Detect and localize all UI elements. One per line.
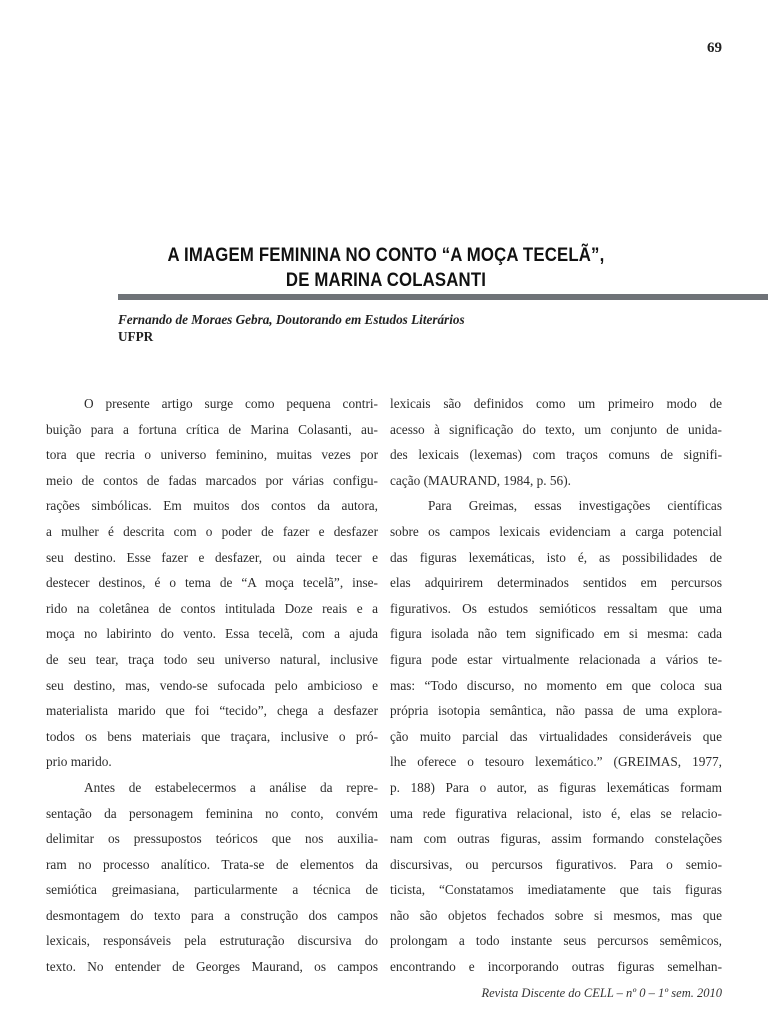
article-title	[156, 243, 617, 293]
text-line: lexicais são definidos como um primeiro modo de	[390, 396, 722, 411]
text-line: própria isotopia semântica, não passa de uma explora-	[390, 703, 722, 719]
text-line: tora que recria o universo feminino, muitas vezes por	[46, 447, 378, 463]
text-line: lexicais, responsáveis pela estruturação discursiva do	[46, 933, 378, 949]
text-line: meio de contos de fadas marcados por várias configu-	[46, 472, 378, 488]
text-line: sobre os campos lexicais evidenciam a carga potencial	[390, 523, 722, 539]
text-line: desmontagem do texto para a construção dos campos	[46, 907, 378, 923]
text-line: sentação da personagem feminina no conto, convém	[46, 805, 378, 821]
text-line: cação (MAURAND, 1984, p. 56).	[390, 472, 571, 488]
text-line: O presente artigo surge como pequena contri-	[84, 396, 378, 411]
text-line: figurativos. Os estudos semióticos ressaltam que uma	[390, 600, 722, 616]
text-line: destecer destinos, é o tema de “A moça tecelã”, inse-	[46, 575, 378, 591]
text-line: des lexicais (lexemas) com traços comuns de signifi-	[390, 447, 722, 463]
title-divider	[118, 294, 768, 300]
text-line: acesso à significação do texto, um conjunto de unida-	[390, 421, 722, 437]
text-line: não são objetos fechados sobre si mesmos, mas que	[390, 907, 722, 923]
text-line: Antes de estabelecermos a análise da repre-	[84, 779, 378, 795]
text-line: materialista marido que foi “tecido”, chega a desfazer	[46, 703, 378, 719]
author-line: Fernando de Moraes Gebra, Doutorando em Estudos Literários	[118, 312, 465, 327]
text-line: discursivas, ou percursos figurativos. Para o semio-	[390, 856, 722, 872]
text-line: ção muito parcial das virtualidades consideráveis que	[390, 728, 722, 744]
title-line-1: A IMAGEM FEMININA NO CONTO “A MOÇA TECELÃ”,	[167, 244, 605, 266]
text-line: rido na coletânea de contos intitulada Doze reais e a	[46, 600, 378, 616]
text-line: figura isolada não tem significado em si mesma: cada	[390, 626, 722, 642]
text-line: texto. No entender de Georges Maurand, os campos	[46, 959, 378, 975]
text-line: moça no labirinto do vento. Essa tecelã, com a ajuda	[46, 626, 378, 642]
text-line: elas adquirirem determinados sentidos em percursos	[390, 575, 722, 591]
text-line: das figuras lexemáticas, isto é, as possibilidades de	[390, 549, 722, 565]
page-number: 69	[707, 40, 722, 56]
text-line: semiótica greimasiana, particularmente a técnica de	[46, 882, 378, 898]
text-line: delimitar os pressupostos teóricos que nos auxilia-	[46, 831, 378, 847]
text-line: p. 188) Para o autor, as figuras lexemáticas formam	[390, 779, 722, 795]
text-line: ram no processo analítico. Trata-se de elementos da	[46, 856, 378, 872]
text-line: ticista, “Constatamos imediatamente que tais figuras	[390, 882, 722, 898]
text-line: rações simbólicas. Em muitos dos contos da autora,	[46, 498, 378, 514]
text-line: nam com outras figuras, assim formando constelações	[390, 831, 722, 847]
text-line: encontrando e incorporando outras figuras semelhan-	[390, 959, 722, 975]
text-line: figura pode estar virtualmente relacionada a vários te-	[390, 651, 722, 667]
text-line: seu destino. Esse fazer e desfazer, ou ainda tecer e	[46, 549, 378, 565]
text-line: todos os bens materiais que traçara, inclusive o pró-	[46, 728, 378, 744]
body-column-right	[390, 391, 722, 980]
text-line: mas: “Todo discurso, no momento em que coloca sua	[390, 677, 722, 693]
journal-footer: Revista Discente do CELL – nº 0 – 1º sem. 2010	[481, 986, 722, 1000]
text-line: prio marido.	[46, 754, 112, 770]
text-line: de seu tear, traça todo seu universo natural, inclusive	[46, 651, 378, 667]
text-line: Para Greimas, essas investigações científicas	[428, 498, 722, 514]
text-line: buição para a fortuna crítica de Marina Colasanti, au-	[46, 421, 378, 437]
author-affiliation: UFPR	[118, 329, 154, 344]
text-line: prolongam a todo instante seus percursos semêmicos,	[390, 933, 722, 949]
title-line-2: DE MARINA COLASANTI	[285, 269, 487, 291]
text-line: uma rede figurativa relacional, isto é, elas se relacio-	[390, 805, 722, 821]
text-line: lhe oferece o tesouro lexemático.” (GREIMAS, 1977,	[390, 754, 722, 770]
body-column-left	[46, 391, 378, 980]
text-line: a mulher é descrita com o poder de fazer e desfazer	[46, 523, 378, 539]
text-line: seu destino, mas, vendo-se sufocada pelo ambicioso e	[46, 677, 378, 693]
